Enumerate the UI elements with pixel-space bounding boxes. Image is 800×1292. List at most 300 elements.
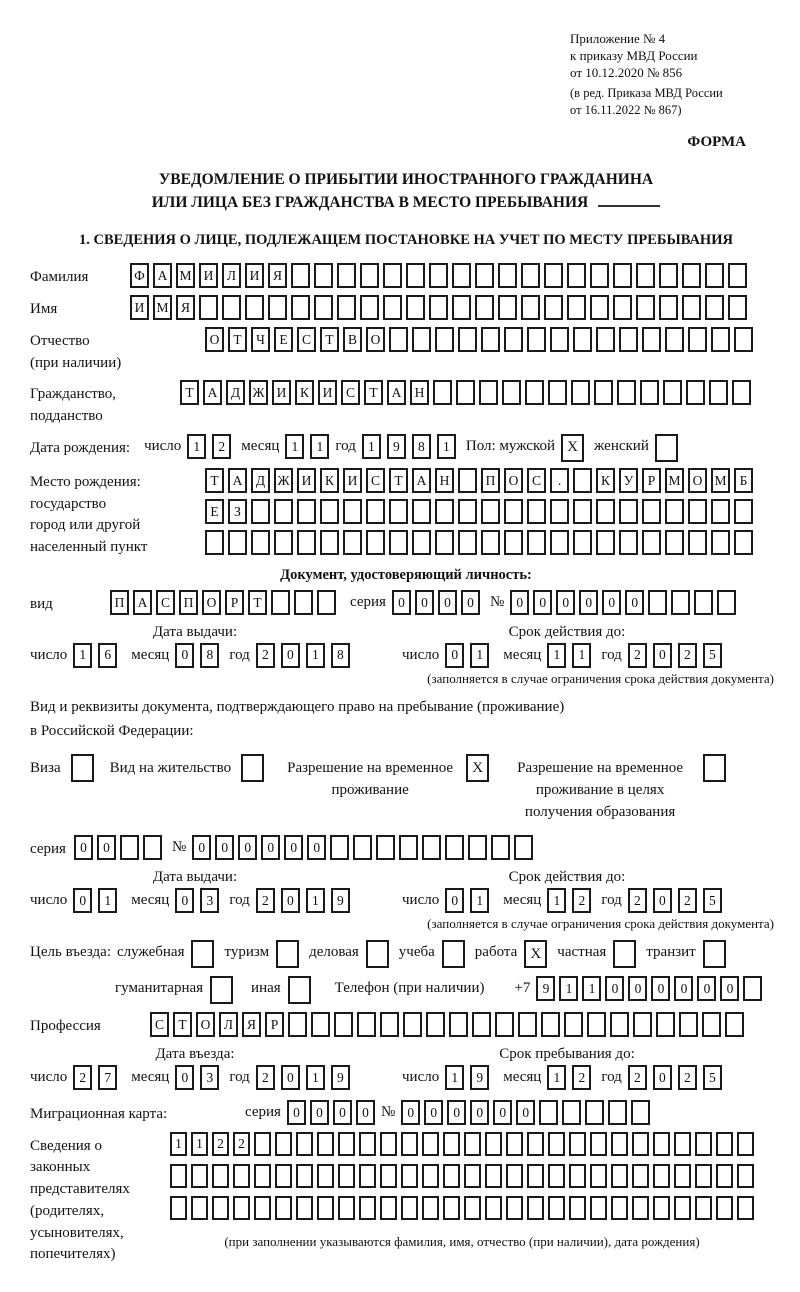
char-cell[interactable]	[291, 263, 310, 288]
char-cell[interactable]	[422, 835, 441, 860]
char-cell[interactable]	[429, 263, 448, 288]
char-cell[interactable]	[521, 295, 540, 320]
char-cell[interactable]: 0	[73, 888, 92, 913]
char-cell[interactable]: О	[205, 327, 224, 352]
char-cell[interactable]: П	[110, 590, 129, 615]
residence-expiry-year-cells[interactable]	[628, 888, 722, 913]
purpose-humanitarian-checkbox[interactable]	[210, 976, 233, 1004]
char-cell[interactable]	[734, 499, 753, 524]
surname-cells[interactable]	[130, 263, 747, 288]
char-cell[interactable]: 1	[445, 1065, 464, 1090]
char-cell[interactable]: К	[596, 468, 615, 493]
char-cell[interactable]: Т	[320, 327, 339, 352]
purpose-work-checkbox[interactable]: X	[524, 940, 547, 968]
char-cell[interactable]	[245, 295, 264, 320]
char-cell[interactable]	[590, 295, 609, 320]
char-cell[interactable]	[399, 835, 418, 860]
char-cell[interactable]	[475, 295, 494, 320]
char-cell[interactable]: 0	[97, 835, 116, 860]
char-cell[interactable]	[642, 327, 661, 352]
char-cell[interactable]: 0	[653, 643, 672, 668]
char-cell[interactable]: 1	[306, 1065, 325, 1090]
char-cell[interactable]: 0	[281, 1065, 300, 1090]
char-cell[interactable]	[653, 1196, 670, 1220]
char-cell[interactable]	[233, 1196, 250, 1220]
char-cell[interactable]: М	[176, 263, 195, 288]
char-cell[interactable]	[688, 530, 707, 555]
char-cell[interactable]	[631, 1100, 650, 1125]
char-cell[interactable]	[491, 835, 510, 860]
char-cell[interactable]	[401, 1196, 418, 1220]
char-cell[interactable]	[443, 1196, 460, 1220]
char-cell[interactable]: 0	[74, 835, 93, 860]
char-cell[interactable]	[212, 1164, 229, 1188]
char-cell[interactable]: .	[550, 468, 569, 493]
char-cell[interactable]: 0	[310, 1100, 329, 1125]
char-cell[interactable]: 0	[447, 1100, 466, 1125]
char-cell[interactable]	[671, 590, 690, 615]
char-cell[interactable]	[383, 295, 402, 320]
char-cell[interactable]: 0	[461, 590, 480, 615]
char-cell[interactable]: И	[199, 263, 218, 288]
char-cell[interactable]	[541, 1012, 560, 1037]
purpose-official-checkbox[interactable]	[191, 940, 214, 968]
char-cell[interactable]	[716, 1164, 733, 1188]
char-cell[interactable]	[251, 530, 270, 555]
char-cell[interactable]: 0	[653, 888, 672, 913]
char-cell[interactable]	[330, 835, 349, 860]
char-cell[interactable]	[314, 295, 333, 320]
char-cell[interactable]	[632, 1196, 649, 1220]
char-cell[interactable]: 0	[674, 976, 693, 1001]
char-cell[interactable]	[527, 1196, 544, 1220]
char-cell[interactable]: 0	[605, 976, 624, 1001]
char-cell[interactable]	[716, 1196, 733, 1220]
char-cell[interactable]: Р	[265, 1012, 284, 1037]
char-cell[interactable]	[233, 1164, 250, 1188]
char-cell[interactable]	[401, 1132, 418, 1156]
char-cell[interactable]	[702, 1012, 721, 1037]
char-cell[interactable]: К	[320, 468, 339, 493]
char-cell[interactable]	[569, 1164, 586, 1188]
char-cell[interactable]: Я	[176, 295, 195, 320]
char-cell[interactable]	[338, 1132, 355, 1156]
char-cell[interactable]	[317, 1132, 334, 1156]
char-cell[interactable]: 0	[697, 976, 716, 1001]
char-cell[interactable]: Н	[410, 380, 429, 405]
entry-day-cells[interactable]	[73, 1065, 117, 1090]
char-cell[interactable]	[695, 1132, 712, 1156]
identity-issue-month-cells[interactable]	[175, 643, 219, 668]
char-cell[interactable]: 0	[720, 976, 739, 1001]
char-cell[interactable]: Ж	[249, 380, 268, 405]
char-cell[interactable]	[573, 530, 592, 555]
char-cell[interactable]	[711, 530, 730, 555]
char-cell[interactable]	[199, 295, 218, 320]
char-cell[interactable]	[608, 1100, 627, 1125]
char-cell[interactable]: О	[202, 590, 221, 615]
char-cell[interactable]: С	[150, 1012, 169, 1037]
char-cell[interactable]: О	[504, 468, 523, 493]
char-cell[interactable]	[682, 263, 701, 288]
char-cell[interactable]: П	[179, 590, 198, 615]
char-cell[interactable]	[695, 1164, 712, 1188]
char-cell[interactable]: Л	[219, 1012, 238, 1037]
char-cell[interactable]	[205, 530, 224, 555]
char-cell[interactable]: 0	[401, 1100, 420, 1125]
char-cell[interactable]	[728, 263, 747, 288]
char-cell[interactable]: 9	[536, 976, 555, 1001]
char-cell[interactable]	[458, 530, 477, 555]
char-cell[interactable]	[550, 530, 569, 555]
char-cell[interactable]: Ж	[274, 468, 293, 493]
char-cell[interactable]	[562, 1100, 581, 1125]
char-cell[interactable]	[297, 530, 316, 555]
char-cell[interactable]	[291, 295, 310, 320]
char-cell[interactable]	[705, 263, 724, 288]
profession-cells[interactable]	[150, 1012, 744, 1037]
char-cell[interactable]: 0	[333, 1100, 352, 1125]
char-cell[interactable]	[567, 263, 586, 288]
char-cell[interactable]: В	[343, 327, 362, 352]
char-cell[interactable]: О	[688, 468, 707, 493]
representatives-row1-cells[interactable]	[170, 1132, 754, 1156]
sex-female-checkbox[interactable]	[655, 434, 678, 462]
char-cell[interactable]: 0	[281, 888, 300, 913]
char-cell[interactable]	[296, 1196, 313, 1220]
char-cell[interactable]	[443, 1132, 460, 1156]
char-cell[interactable]: О	[366, 327, 385, 352]
char-cell[interactable]	[656, 1012, 675, 1037]
char-cell[interactable]: 9	[331, 888, 350, 913]
char-cell[interactable]	[539, 1100, 558, 1125]
char-cell[interactable]	[445, 835, 464, 860]
char-cell[interactable]: И	[318, 380, 337, 405]
char-cell[interactable]: 0	[651, 976, 670, 1001]
char-cell[interactable]	[359, 1164, 376, 1188]
identity-doc-number-cells[interactable]	[510, 590, 736, 615]
char-cell[interactable]	[653, 1132, 670, 1156]
char-cell[interactable]: 0	[445, 888, 464, 913]
char-cell[interactable]: М	[665, 468, 684, 493]
char-cell[interactable]: Ч	[251, 327, 270, 352]
char-cell[interactable]	[429, 295, 448, 320]
char-cell[interactable]	[475, 263, 494, 288]
char-cell[interactable]	[674, 1164, 691, 1188]
char-cell[interactable]	[640, 380, 659, 405]
char-cell[interactable]	[359, 1132, 376, 1156]
char-cell[interactable]	[422, 1164, 439, 1188]
char-cell[interactable]: 2	[256, 643, 275, 668]
char-cell[interactable]	[464, 1132, 481, 1156]
char-cell[interactable]	[311, 1012, 330, 1037]
char-cell[interactable]	[521, 263, 540, 288]
char-cell[interactable]	[481, 327, 500, 352]
birth-place-row1-cells[interactable]	[205, 468, 753, 493]
char-cell[interactable]	[711, 327, 730, 352]
char-cell[interactable]: 0	[445, 643, 464, 668]
char-cell[interactable]	[170, 1196, 187, 1220]
char-cell[interactable]: 0	[556, 590, 575, 615]
char-cell[interactable]	[734, 530, 753, 555]
char-cell[interactable]	[732, 380, 751, 405]
char-cell[interactable]	[485, 1164, 502, 1188]
char-cell[interactable]	[590, 1196, 607, 1220]
char-cell[interactable]	[633, 1012, 652, 1037]
char-cell[interactable]	[659, 263, 678, 288]
char-cell[interactable]: У	[619, 468, 638, 493]
residence-expiry-day-cells[interactable]	[445, 888, 489, 913]
char-cell[interactable]: 2	[628, 1065, 647, 1090]
char-cell[interactable]: 2	[678, 643, 697, 668]
char-cell[interactable]	[222, 295, 241, 320]
char-cell[interactable]	[617, 380, 636, 405]
char-cell[interactable]	[642, 530, 661, 555]
char-cell[interactable]: 0	[628, 976, 647, 1001]
char-cell[interactable]: 0	[238, 835, 257, 860]
char-cell[interactable]	[481, 530, 500, 555]
char-cell[interactable]: 1	[187, 434, 206, 459]
char-cell[interactable]: 6	[98, 643, 117, 668]
char-cell[interactable]	[674, 1132, 691, 1156]
purpose-private-checkbox[interactable]	[613, 940, 636, 968]
representatives-row3-cells[interactable]	[170, 1196, 754, 1220]
char-cell[interactable]: 0	[261, 835, 280, 860]
char-cell[interactable]: 1	[547, 888, 566, 913]
char-cell[interactable]: А	[153, 263, 172, 288]
char-cell[interactable]	[527, 1132, 544, 1156]
char-cell[interactable]	[587, 1012, 606, 1037]
char-cell[interactable]	[456, 380, 475, 405]
char-cell[interactable]	[590, 1164, 607, 1188]
char-cell[interactable]: Т	[389, 468, 408, 493]
char-cell[interactable]: 0	[281, 643, 300, 668]
char-cell[interactable]: Л	[222, 263, 241, 288]
char-cell[interactable]: 0	[287, 1100, 306, 1125]
char-cell[interactable]	[422, 1196, 439, 1220]
purpose-study-checkbox[interactable]	[442, 940, 465, 968]
char-cell[interactable]: 0	[470, 1100, 489, 1125]
char-cell[interactable]	[502, 380, 521, 405]
char-cell[interactable]	[274, 530, 293, 555]
residence-issue-day-cells[interactable]	[73, 888, 117, 913]
identity-expiry-month-cells[interactable]	[547, 643, 591, 668]
char-cell[interactable]	[550, 327, 569, 352]
char-cell[interactable]: 1	[191, 1132, 208, 1156]
char-cell[interactable]	[544, 263, 563, 288]
char-cell[interactable]: 0	[175, 1065, 194, 1090]
char-cell[interactable]	[619, 530, 638, 555]
char-cell[interactable]	[564, 1012, 583, 1037]
identity-doc-type-cells[interactable]	[110, 590, 336, 615]
char-cell[interactable]: 3	[200, 1065, 219, 1090]
char-cell[interactable]: 2	[73, 1065, 92, 1090]
char-cell[interactable]: Д	[226, 380, 245, 405]
char-cell[interactable]	[504, 530, 523, 555]
char-cell[interactable]: 0	[392, 590, 411, 615]
char-cell[interactable]	[389, 530, 408, 555]
char-cell[interactable]: 1	[98, 888, 117, 913]
sex-male-checkbox[interactable]: X	[561, 434, 584, 462]
char-cell[interactable]: 0	[175, 643, 194, 668]
char-cell[interactable]	[464, 1196, 481, 1220]
char-cell[interactable]	[506, 1132, 523, 1156]
char-cell[interactable]	[458, 499, 477, 524]
char-cell[interactable]: М	[711, 468, 730, 493]
char-cell[interactable]	[498, 295, 517, 320]
char-cell[interactable]	[716, 1132, 733, 1156]
representatives-row2-cells[interactable]	[170, 1164, 754, 1188]
char-cell[interactable]	[403, 1012, 422, 1037]
char-cell[interactable]	[338, 1196, 355, 1220]
char-cell[interactable]: 1	[547, 643, 566, 668]
char-cell[interactable]	[435, 530, 454, 555]
char-cell[interactable]	[596, 530, 615, 555]
char-cell[interactable]: 0	[510, 590, 529, 615]
char-cell[interactable]: 1	[310, 434, 329, 459]
char-cell[interactable]: 1	[362, 434, 381, 459]
char-cell[interactable]	[380, 1012, 399, 1037]
stay-month-cells[interactable]	[547, 1065, 591, 1090]
char-cell[interactable]	[254, 1132, 271, 1156]
char-cell[interactable]	[472, 1012, 491, 1037]
char-cell[interactable]	[170, 1164, 187, 1188]
char-cell[interactable]	[334, 1012, 353, 1037]
char-cell[interactable]	[338, 1164, 355, 1188]
char-cell[interactable]: И	[245, 263, 264, 288]
char-cell[interactable]	[297, 499, 316, 524]
char-cell[interactable]: Д	[251, 468, 270, 493]
char-cell[interactable]: 2	[212, 434, 231, 459]
birth-place-row3-cells[interactable]	[205, 530, 753, 555]
char-cell[interactable]	[380, 1196, 397, 1220]
char-cell[interactable]	[495, 1012, 514, 1037]
char-cell[interactable]	[610, 1012, 629, 1037]
char-cell[interactable]	[320, 530, 339, 555]
char-cell[interactable]: 2	[628, 643, 647, 668]
char-cell[interactable]	[406, 295, 425, 320]
char-cell[interactable]: Т	[180, 380, 199, 405]
char-cell[interactable]: П	[481, 468, 500, 493]
char-cell[interactable]	[596, 499, 615, 524]
birth-day-cells[interactable]	[187, 434, 231, 459]
char-cell[interactable]	[389, 499, 408, 524]
char-cell[interactable]	[682, 295, 701, 320]
char-cell[interactable]: Б	[734, 468, 753, 493]
migration-card-series-cells[interactable]	[287, 1100, 375, 1125]
char-cell[interactable]	[380, 1132, 397, 1156]
char-cell[interactable]: 7	[98, 1065, 117, 1090]
char-cell[interactable]: 8	[200, 643, 219, 668]
char-cell[interactable]	[611, 1164, 628, 1188]
char-cell[interactable]	[705, 295, 724, 320]
char-cell[interactable]	[527, 327, 546, 352]
char-cell[interactable]	[479, 380, 498, 405]
char-cell[interactable]	[506, 1164, 523, 1188]
char-cell[interactable]	[544, 295, 563, 320]
residence-expiry-month-cells[interactable]	[547, 888, 591, 913]
char-cell[interactable]: А	[412, 468, 431, 493]
char-cell[interactable]	[422, 1132, 439, 1156]
char-cell[interactable]: 2	[212, 1132, 229, 1156]
char-cell[interactable]	[271, 590, 290, 615]
identity-expiry-year-cells[interactable]	[628, 643, 722, 668]
char-cell[interactable]	[725, 1012, 744, 1037]
char-cell[interactable]	[527, 1164, 544, 1188]
birth-month-cells[interactable]	[285, 434, 329, 459]
char-cell[interactable]: 0	[192, 835, 211, 860]
char-cell[interactable]	[573, 499, 592, 524]
char-cell[interactable]	[191, 1164, 208, 1188]
char-cell[interactable]	[449, 1012, 468, 1037]
char-cell[interactable]: К	[295, 380, 314, 405]
char-cell[interactable]	[569, 1132, 586, 1156]
char-cell[interactable]: И	[343, 468, 362, 493]
char-cell[interactable]	[320, 499, 339, 524]
char-cell[interactable]	[636, 263, 655, 288]
char-cell[interactable]	[317, 1164, 334, 1188]
char-cell[interactable]	[389, 327, 408, 352]
char-cell[interactable]	[665, 530, 684, 555]
char-cell[interactable]	[717, 590, 736, 615]
identity-issue-year-cells[interactable]	[256, 643, 350, 668]
citizenship-cells[interactable]	[180, 380, 751, 405]
char-cell[interactable]: 3	[200, 888, 219, 913]
char-cell[interactable]	[317, 1196, 334, 1220]
char-cell[interactable]: Т	[228, 327, 247, 352]
char-cell[interactable]	[366, 499, 385, 524]
char-cell[interactable]	[359, 1196, 376, 1220]
char-cell[interactable]: 1	[582, 976, 601, 1001]
char-cell[interactable]	[679, 1012, 698, 1037]
firstname-cells[interactable]	[130, 295, 747, 320]
char-cell[interactable]	[527, 499, 546, 524]
residence-issue-year-cells[interactable]	[256, 888, 350, 913]
char-cell[interactable]	[357, 1012, 376, 1037]
char-cell[interactable]: 0	[424, 1100, 443, 1125]
char-cell[interactable]	[734, 327, 753, 352]
char-cell[interactable]: 1	[285, 434, 304, 459]
char-cell[interactable]: Н	[435, 468, 454, 493]
visa-checkbox[interactable]	[71, 754, 94, 782]
stay-day-cells[interactable]	[445, 1065, 489, 1090]
char-cell[interactable]	[688, 499, 707, 524]
char-cell[interactable]: А	[203, 380, 222, 405]
char-cell[interactable]: 1	[559, 976, 578, 1001]
char-cell[interactable]: 2	[678, 1065, 697, 1090]
char-cell[interactable]: 0	[284, 835, 303, 860]
char-cell[interactable]: И	[130, 295, 149, 320]
char-cell[interactable]	[611, 1196, 628, 1220]
char-cell[interactable]	[498, 263, 517, 288]
char-cell[interactable]	[728, 295, 747, 320]
char-cell[interactable]	[433, 380, 452, 405]
char-cell[interactable]: 1	[306, 643, 325, 668]
char-cell[interactable]: 0	[307, 835, 326, 860]
char-cell[interactable]: 2	[572, 1065, 591, 1090]
char-cell[interactable]: 2	[678, 888, 697, 913]
purpose-transit-checkbox[interactable]	[703, 940, 726, 968]
char-cell[interactable]	[296, 1132, 313, 1156]
char-cell[interactable]	[412, 499, 431, 524]
char-cell[interactable]: 1	[547, 1065, 566, 1090]
char-cell[interactable]: 0	[579, 590, 598, 615]
char-cell[interactable]	[737, 1196, 754, 1220]
char-cell[interactable]: Ф	[130, 263, 149, 288]
char-cell[interactable]: 1	[572, 643, 591, 668]
char-cell[interactable]	[518, 1012, 537, 1037]
char-cell[interactable]: С	[527, 468, 546, 493]
